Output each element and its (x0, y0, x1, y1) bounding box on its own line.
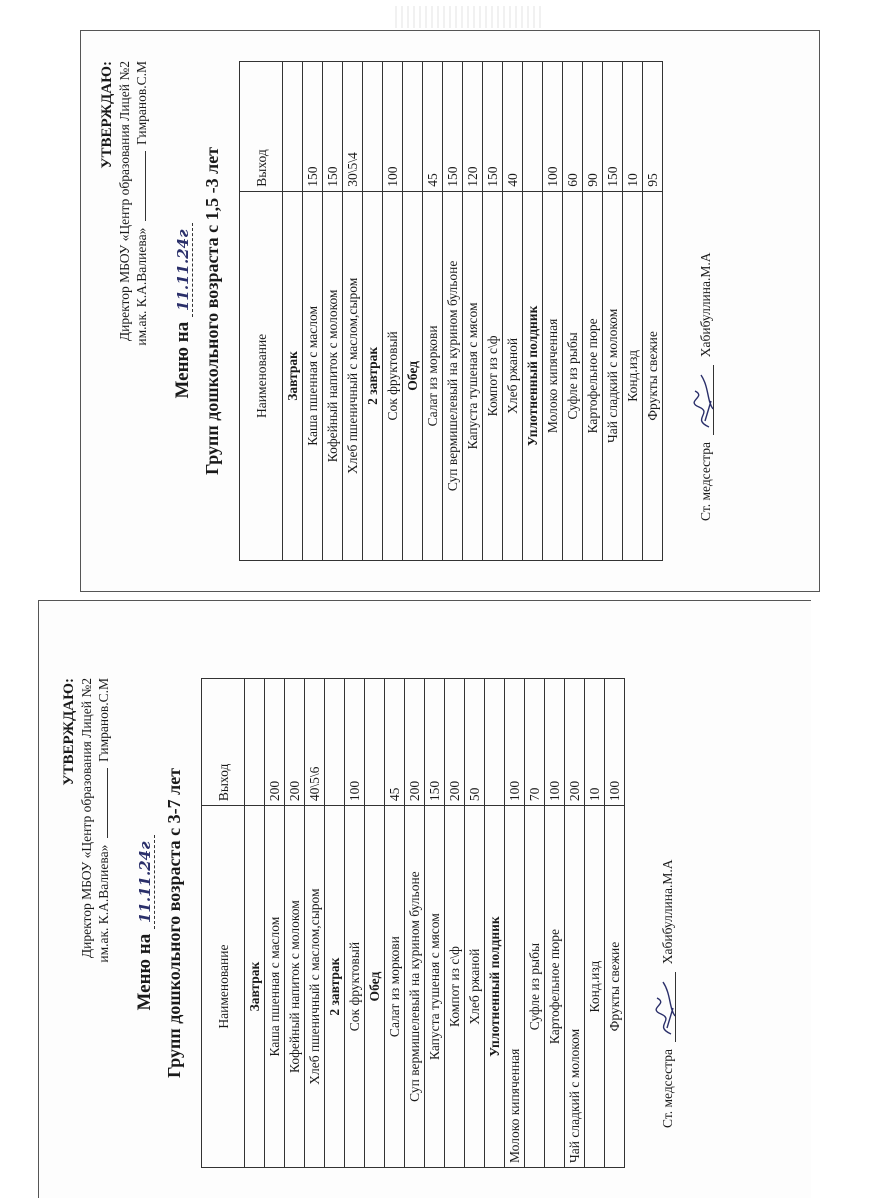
approval-org-line (95, 678, 112, 1168)
footer-signature (655, 678, 676, 1168)
director-signature-line (107, 768, 108, 838)
table-row (445, 679, 465, 1168)
section-row (363, 62, 383, 561)
dish-name: Хлеб пшеничный с маслом,сыром (343, 191, 363, 560)
table-row (603, 62, 623, 561)
dish-name: Суп вермишелевый на курином бульоне (405, 806, 425, 1168)
section-title: Обед (365, 806, 385, 1168)
dish-name: Кофейный напиток с молоком (323, 191, 343, 560)
approval-org: им.ак. К.А.Валиева» (96, 844, 111, 963)
table-row (565, 679, 585, 1168)
table-header-row (202, 679, 245, 1168)
dish-name: Компот из с\ф (445, 806, 465, 1168)
table-row (583, 62, 603, 561)
table-row (383, 62, 403, 561)
menu-date-heading (172, 61, 194, 561)
header-output: Выход (202, 679, 245, 806)
header-output: Выход (240, 62, 283, 192)
approval-title: УТВЕРЖДАЮ: (61, 678, 77, 786)
dish-name: Хлеб ржаной (503, 191, 523, 560)
dish-output: 200 (285, 679, 305, 806)
dish-name: Хлеб пшеничный с маслом,сыром (305, 806, 325, 1168)
approval-director: Директор МБОУ «Центр образования Лицей №2 (117, 61, 132, 342)
menu-table-body (202, 679, 625, 1168)
dish-output (365, 679, 385, 806)
table-row (265, 679, 285, 1168)
section-row (365, 679, 385, 1168)
approval-director: Директор МБОУ «Центр образования Лицей №2 (79, 678, 94, 959)
dish-name: Суп вермишелевый на курином бульоне (443, 191, 463, 560)
dish-output: 45 (423, 62, 443, 192)
approval-title: УТВЕРЖДАЮ: (99, 61, 115, 169)
dish-output: 200 (405, 679, 425, 806)
table-row (345, 679, 365, 1168)
table-row (405, 679, 425, 1168)
dish-output: 60 (563, 62, 583, 192)
dish-output: 90 (583, 62, 603, 192)
dish-name: Каша пшенная с маслом (303, 191, 323, 560)
sheet-body (99, 61, 714, 561)
dish-name: Капуста тушеная с мясом (463, 191, 483, 560)
table-row (483, 62, 503, 561)
table-row (463, 62, 483, 561)
approval-block (99, 61, 150, 561)
dish-name: Хлеб ржаной (465, 806, 485, 1168)
table-row (543, 62, 563, 561)
approval-org: им.ак. К.А.Валиева» (134, 227, 149, 346)
dish-output: 100 (543, 62, 563, 192)
dish-name: Каша пшенная с маслом (265, 806, 285, 1168)
table-row (563, 62, 583, 561)
menu-label: Меню на (134, 933, 155, 1011)
section-row (485, 679, 505, 1168)
table-row (385, 679, 405, 1168)
section-title: Уплотненный полдник (523, 191, 543, 560)
dish-name: Салат из моркови (385, 806, 405, 1168)
footer-role: Ст. медсестра (660, 1049, 675, 1128)
dish-name: Картофельное пюре (545, 806, 565, 1168)
nurse-signature-line (693, 365, 714, 435)
scan-artifact (395, 6, 545, 28)
dish-name: Сок фруктовый (383, 191, 403, 560)
section-title: Уплотненный полдник (485, 806, 505, 1168)
table-row (323, 62, 343, 561)
dish-output: 10 (623, 62, 643, 192)
menu-table-body (240, 62, 663, 561)
dish-output (523, 62, 543, 192)
dish-output: 150 (603, 62, 623, 192)
table-row (585, 679, 605, 1168)
approval-block (61, 678, 112, 1168)
dish-output: 100 (545, 679, 565, 806)
dish-output: 40\5\6 (305, 679, 325, 806)
dish-name: Суфле из рыбы (563, 191, 583, 560)
handwritten-signature (687, 371, 717, 431)
table-row (643, 62, 663, 561)
approval-name: Гимранов.С.М (134, 61, 149, 145)
section-row (325, 679, 345, 1168)
dish-name: Капуста тушеная с мясом (425, 806, 445, 1168)
section-title: 2 завтрак (363, 191, 383, 560)
table-row (503, 62, 523, 561)
dish-name: Конд.изд (585, 806, 605, 1168)
dish-output: 200 (265, 679, 285, 806)
table-header-row (240, 62, 283, 561)
dish-output: 100 (383, 62, 403, 192)
table-row (465, 679, 485, 1168)
dish-name: Чай сладкий с молоком (565, 806, 585, 1168)
dish-output: 150 (483, 62, 503, 192)
dish-output: 150 (425, 679, 445, 806)
dish-output: 120 (463, 62, 483, 192)
dish-output (485, 679, 505, 806)
nurse-signature-line (655, 972, 676, 1042)
dish-output: 10 (585, 679, 605, 806)
dish-name: Компот из с\ф (483, 191, 503, 560)
footer-name: Хабибуллина.М.А (698, 252, 713, 358)
table-row (505, 679, 525, 1168)
approval-org-line (133, 61, 150, 561)
table-row (285, 679, 305, 1168)
section-title: 2 завтрак (325, 806, 345, 1168)
menu-date-heading (134, 678, 156, 1168)
dish-output: 40 (503, 62, 523, 192)
dish-name: Кофейный напиток с молоком (285, 806, 305, 1168)
dish-output: 150 (323, 62, 343, 192)
menu-sheet-1-5-3 (80, 30, 820, 592)
dish-name: Конд.изд (623, 191, 643, 560)
dish-name: Салат из моркови (423, 191, 443, 560)
dish-output: 70 (525, 679, 545, 806)
table-row (443, 62, 463, 561)
sheet-body (61, 678, 676, 1168)
director-signature-line (145, 151, 146, 221)
dish-name: Молоко кипяченная (543, 191, 563, 560)
group-title: Групп дошкольного возраста с 3-7 лет (164, 767, 184, 1079)
table-row (343, 62, 363, 561)
group-title: Групп дошкольного возраста с 1,5 -3 лет (202, 146, 222, 476)
dish-output: 100 (345, 679, 365, 806)
dish-name: Фрукты свежие (643, 191, 663, 560)
dish-output: 50 (465, 679, 485, 806)
table-row (605, 679, 625, 1168)
dish-name: Суфле из рыбы (525, 806, 545, 1168)
section-title: Завтрак (245, 806, 265, 1168)
menu-date-handwritten: 11.11.24г (136, 835, 155, 929)
dish-output: 150 (443, 62, 463, 192)
table-row (545, 679, 565, 1168)
menu-date-handwritten: 11.11.24г (174, 223, 193, 317)
dish-output (245, 679, 265, 806)
dish-output: 30\5\4 (343, 62, 363, 192)
dish-output: 200 (565, 679, 585, 806)
table-row (623, 62, 643, 561)
dish-output: 95 (643, 62, 663, 192)
section-row (283, 62, 303, 561)
header-name: Наименование (240, 191, 283, 560)
table-row (425, 679, 445, 1168)
section-title: Завтрак (283, 191, 303, 560)
menu-sheet-3-7 (38, 600, 811, 1198)
table-row (305, 679, 325, 1168)
table-row (303, 62, 323, 561)
section-row (245, 679, 265, 1168)
section-title: Обед (403, 191, 423, 560)
approval-name: Гимранов.С.М (96, 678, 111, 762)
section-row (523, 62, 543, 561)
dish-name: Сок фруктовый (345, 806, 365, 1168)
footer-signature (693, 61, 714, 561)
handwritten-signature (649, 978, 679, 1038)
header-name: Наименование (202, 806, 245, 1168)
section-row (403, 62, 423, 561)
dish-output: 100 (605, 679, 625, 806)
dish-name: Картофельное пюре (583, 191, 603, 560)
dish-name: Чай сладкий с молоком (603, 191, 623, 560)
dish-name: Фрукты свежие (605, 806, 625, 1168)
menu-label: Меню на (172, 321, 193, 399)
dish-output (325, 679, 345, 806)
footer-name: Хабибуллина.М.А (660, 859, 675, 965)
menu-table (201, 678, 625, 1168)
dish-output: 200 (445, 679, 465, 806)
menu-table (239, 61, 663, 561)
table-row (423, 62, 443, 561)
dish-output: 100 (505, 679, 525, 806)
dish-output (403, 62, 423, 192)
dish-output: 150 (303, 62, 323, 192)
footer-role: Ст. медсестра (698, 442, 713, 521)
rotated-content (81, 31, 819, 591)
dish-name: Молоко кипяченная (505, 806, 525, 1168)
table-row (525, 679, 545, 1168)
rotated-content (39, 601, 811, 1198)
dish-output (363, 62, 383, 192)
dish-output: 45 (385, 679, 405, 806)
dish-output (283, 62, 303, 192)
